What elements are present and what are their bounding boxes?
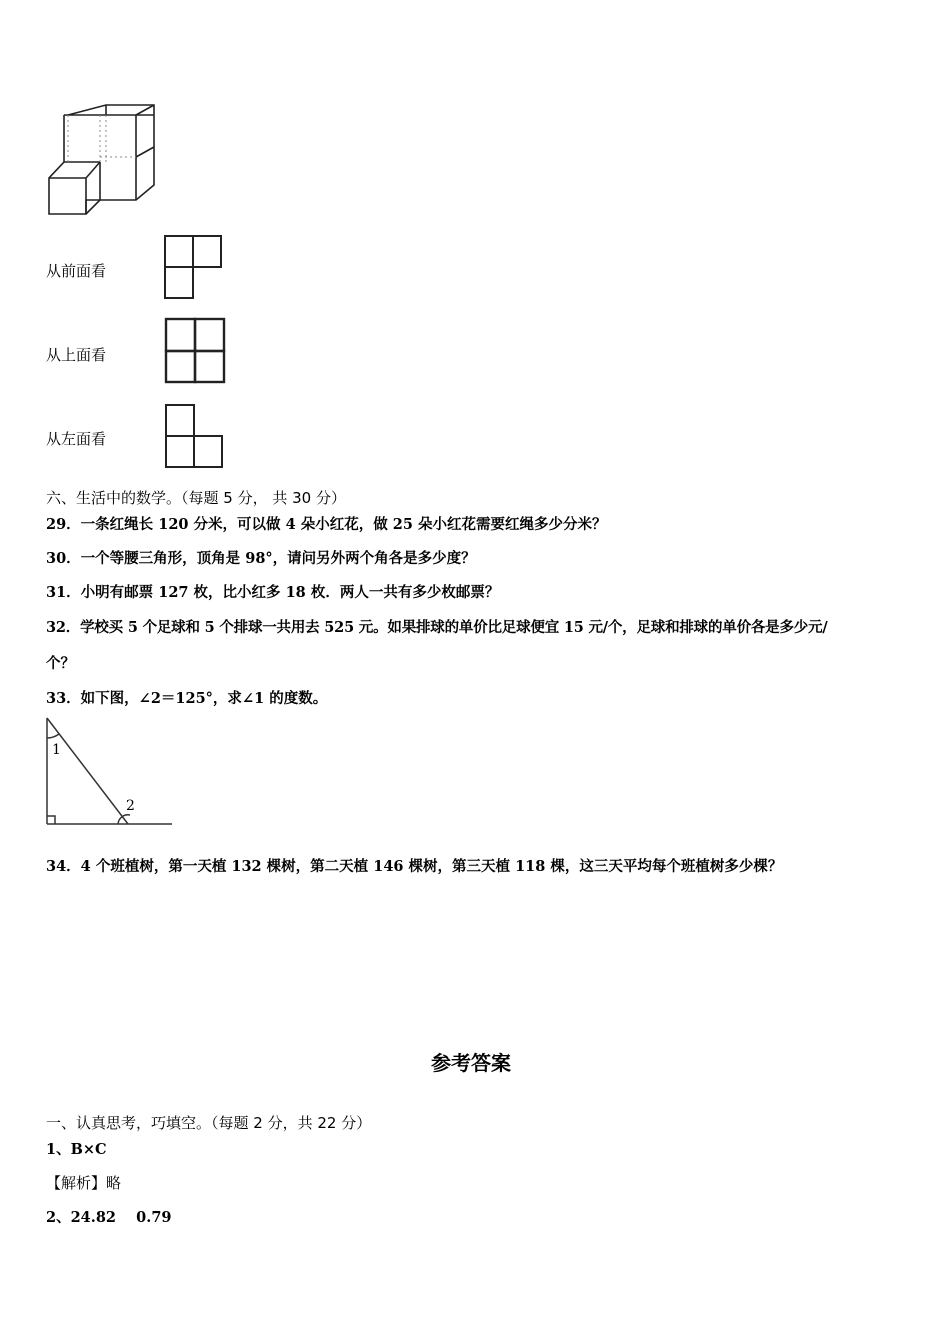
front-view-grid bbox=[164, 235, 224, 299]
answer-1: 1、B×C bbox=[46, 1141, 107, 1158]
question-32-cont: 个？ bbox=[46, 655, 75, 672]
left-view-grid bbox=[165, 404, 225, 470]
question-32: 32．学校买 5 个足球和 5 个排球一共用去 525 元。如果排球的单价比足球便宜 15 元/个，足球和排球的单价各是多少元/ bbox=[46, 619, 828, 636]
section-6-heading: 六、生活中的数学。（每题 5 分， 共 30 分） bbox=[46, 489, 346, 507]
answers-title: 参考答案 bbox=[431, 1051, 511, 1075]
question-31: 31．小明有邮票 127 枚，比小红多 18 枚．两人一共有多少枚邮票？ bbox=[46, 584, 500, 601]
view-label-left: 从左面看 bbox=[46, 430, 107, 448]
view-label-front: 从前面看 bbox=[46, 262, 107, 280]
question-34: 34．4 个班植树，第一天植 132 棵树，第二天植 146 棵树，第三天植 118 棵，这三天平均每个班植树多少棵？ bbox=[46, 858, 783, 875]
question-29: 29．一条红绳长 120 分米，可以做 4 朵小红花，做 25 朵小红花需要红绳多少分米？ bbox=[46, 516, 607, 533]
answer-1-analysis: 【解析】略 bbox=[46, 1174, 122, 1192]
angle-1-label: 1 bbox=[52, 742, 61, 758]
top-view-grid bbox=[165, 318, 227, 384]
view-label-top: 从上面看 bbox=[46, 346, 107, 364]
question-33: 33．如下图，∠2＝125°，求∠1 的度数。 bbox=[46, 690, 328, 707]
angle-2-label: 2 bbox=[126, 798, 135, 814]
triangle-figure bbox=[44, 716, 174, 828]
cube-figure bbox=[46, 102, 158, 218]
answer-2: 2、24.82 0.79 bbox=[46, 1209, 172, 1226]
answers-section-1-heading: 一、认真思考，巧填空。（每题 2 分，共 22 分） bbox=[46, 1114, 372, 1132]
question-30: 30．一个等腰三角形，顶角是 98°，请问另外两个角各是多少度？ bbox=[46, 550, 476, 567]
